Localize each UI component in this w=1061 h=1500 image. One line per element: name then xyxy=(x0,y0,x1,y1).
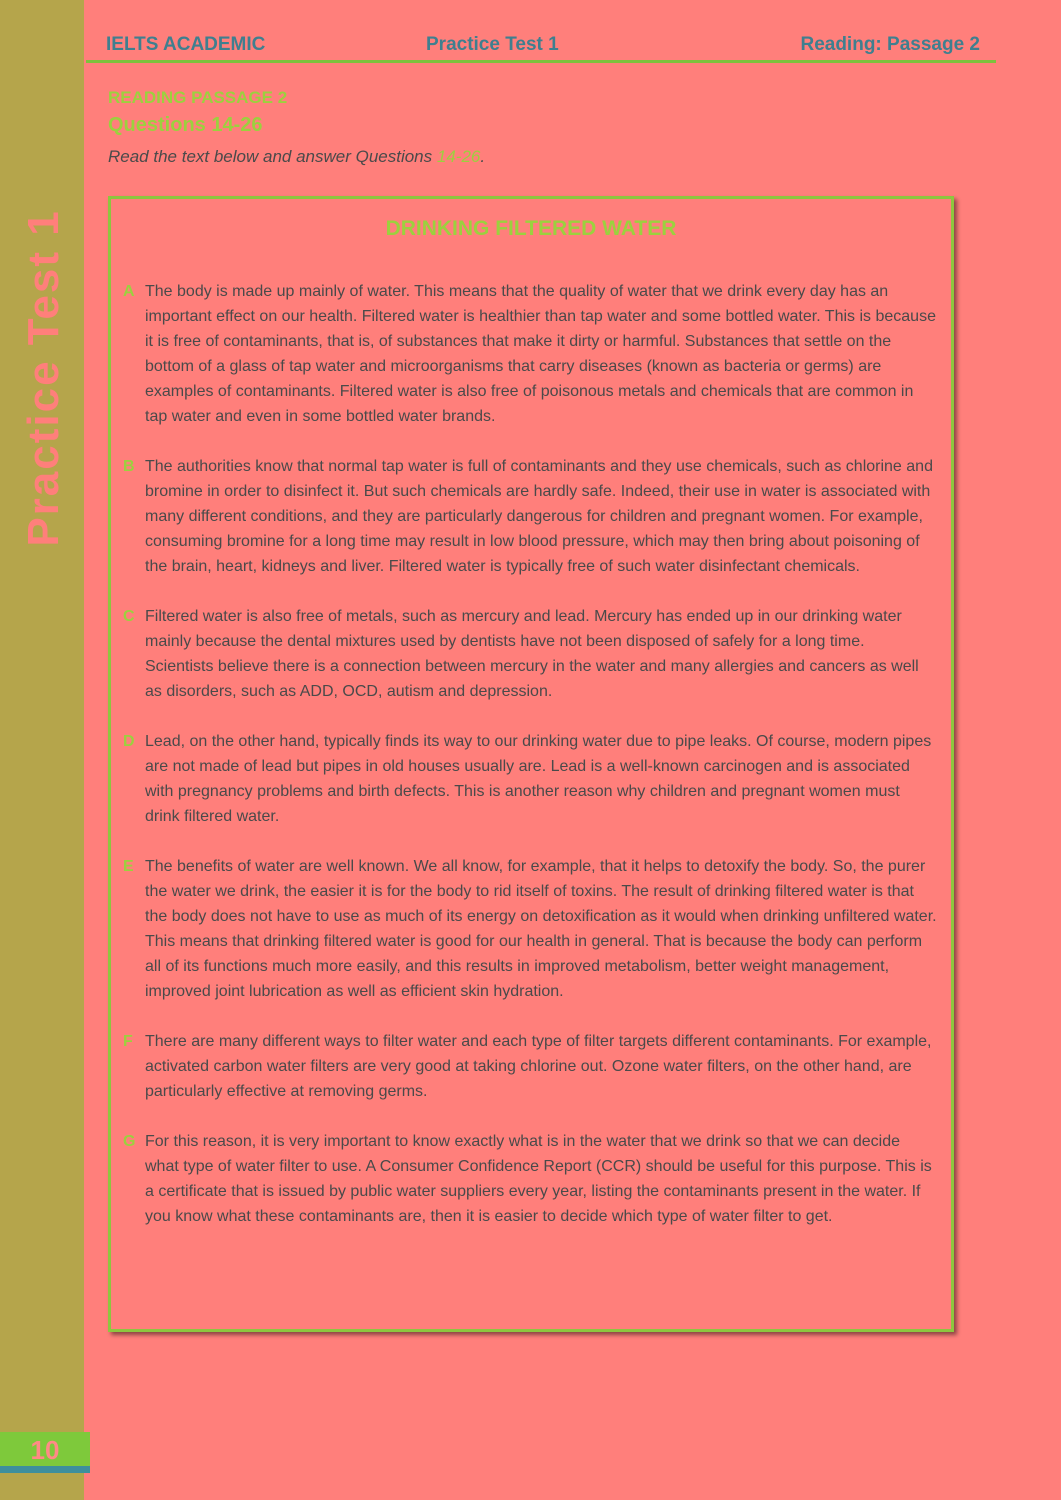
instructions-highlight: 14-26 xyxy=(436,147,481,166)
paragraph-text: There are many different ways to filter water and each type of filter targets different contaminants. For example, activated carbon water filters are very good at taking chlorine out. Ozone water filters, on the other hand, are particularly effective at removing germs. xyxy=(145,1033,932,1100)
paragraph-text: For this reason, it is very important to know exactly what is in the water that we drink so that we can decide what type of water filter to use. A Consumer Confidence Report (CCR) should be useful for this purpose. This is a certificate that is issued by public water suppliers every year, listing the contaminants present in the water. If you know what these contaminants are, then it is easier to decide which type of water filter to get. xyxy=(145,1133,932,1225)
section-label: READING PASSAGE 2 xyxy=(108,88,288,107)
paragraph-text: The body is made up mainly of water. This means that the quality of water that we drink every day has an important effect on our health. Filtered water is healthier than tap water and some bottled water. This is because it is free of contaminants, that is, of substances that make it dirty or harmful. Substances that settle on the bottom of a glass of tap water and microorganisms that carry diseases (known as bacteria or germs) are examples of contaminants. Filtered water is also free of poisonous metals and chemicals that are common in tap water and even in some bottled water brands. xyxy=(145,283,936,425)
paragraph-letter: C xyxy=(123,608,135,625)
instructions-prefix: Read the text below and answer Questions xyxy=(108,147,437,166)
paragraph-d xyxy=(111,729,951,829)
page-number: 10 xyxy=(0,1432,90,1473)
paragraph-text: The benefits of water are well known. We all know, for example, that it helps to detoxify the body. So, the purer the water we drink, the easier it is for the body to rid itself of toxins. The result of drinking filtered water is that the body does not have to use as much of its energy on detoxification as it would when drinking unfiltered water. This means that drinking filtered water is good for our health in general. That is because the body can perform all of its functions much more easily, and this results in improved metabolism, better weight management, improved joint lubrication as well as efficient skin hydration. xyxy=(145,858,937,1000)
paragraph-letter: D xyxy=(123,733,135,750)
paragraph-letter: A xyxy=(123,283,135,300)
paragraph-text: Filtered water is also free of metals, such as mercury and lead. Mercury has ended up in our drinking water mainly because the dental mixtures used by dentists have not been disposed of safely for a long time. Scientists believe there is a connection between mercury in the water and many allergies and cancers as well as disorders, such as ADD, OCD, autism and depression. xyxy=(145,608,919,700)
instructions-suffix: . xyxy=(480,147,486,166)
header-left: IELTS ACADEMIC xyxy=(106,34,266,55)
sidebar xyxy=(0,0,84,1500)
paragraph-g xyxy=(111,1129,951,1229)
questions-label: Questions 14-26 xyxy=(108,114,263,136)
paragraph-a xyxy=(111,279,951,429)
paragraph-e xyxy=(111,854,951,1004)
passage-title: DRINKING FILTERED WATER xyxy=(385,217,677,240)
instructions xyxy=(108,147,988,167)
intro xyxy=(108,88,988,167)
paragraph-b xyxy=(111,454,951,579)
header-center: Practice Test 1 xyxy=(426,34,559,55)
paragraph-text: The authorities know that normal tap water is full of contaminants and they use chemicals, such as chlorine and bromine in order to disinfect it. But such chemicals are hardly safe. Indeed, their use in water is associated with many different conditions, and they are particularly dangerous for children and pregnant women. For example, consuming bromine for a long time may result in low blood pressure, which may then bring about poisoning of the brain, heart, kidneys and liver. Filtered water is typically free of such water disinfectant chemicals. xyxy=(145,458,933,575)
sidebar-title: Practice Test 1 xyxy=(19,209,68,547)
header-right: Reading: Passage 2 xyxy=(800,34,980,55)
paragraph-letter: B xyxy=(123,458,135,475)
paragraph-letter: G xyxy=(123,1133,136,1150)
paragraph-letter: E xyxy=(123,858,134,875)
passage-panel xyxy=(108,196,954,1332)
page-header xyxy=(86,30,996,63)
paragraph-f xyxy=(111,1029,951,1104)
paragraph-text: Lead, on the other hand, typically finds its way to our drinking water due to pipe leaks. Of course, modern pipes are not made of lead but pipes in old houses usually are. Lead is a well-known carcinogen and is associated with pregnancy problems and birth defects. This is another reason why children and pregnant women must drink filtered water. xyxy=(145,733,932,825)
paragraph-c xyxy=(111,604,951,704)
paragraph-letter: F xyxy=(123,1033,133,1050)
